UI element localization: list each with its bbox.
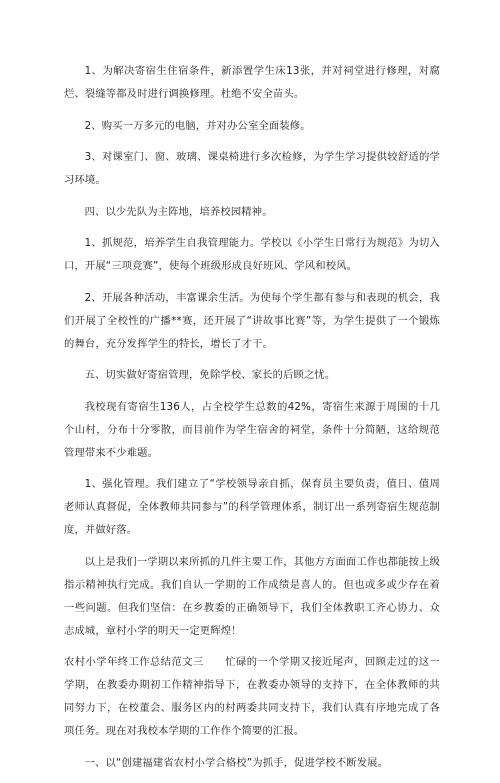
paragraph-boarders: 我校现有寄宿生136人，占全校学生总数的42%，寄宿生来源于周围的十几个山村，分布十分零散，而目前作为学生宿舍的祠堂，条件十分简陋，这给规范管理带来不少难题。: [64, 400, 440, 459]
paragraph-repair-dorm: 1、为解决寄宿生住宿条件，新添置学生床13张，并对祠堂进行修理，对腐烂、裂缝等都及时进行调换修理。杜绝不安全苗头。: [64, 65, 440, 100]
section-heading-four: 四、以少先队为主阵地，培养校园精神。: [84, 205, 273, 218]
section-heading-five: 五、切实做好寄宿管理，免除学校、家长的后顾之忧。: [84, 369, 336, 381]
section-heading-one: 一、以“创建福建省农村小学合格校”为抓手，促进学校不断发展。: [84, 756, 389, 769]
paragraph-activities: 2、开展各种活动，丰富课余生活。为使每个学生都有参与和表现的机会，我们开展了全校性的广播**赛，还开展了“讲故事比赛”等，为学生提供了一个锻炼的舞台，充分发挥学生的特长，增长了才干。: [64, 291, 440, 350]
paragraph-summary: 以上是我们一学期以来所抓的几件主要工作，其他方方面面工作也都能按上级指示精神执行完成。我们自认一学期的工作成绩是喜人的。但也或多或少存在着一些问题。但我们坚信：在乡教委的正确领导下，我们全体教职工齐心协力、众志成城，章村小学的明天一定更辉煌！: [64, 555, 440, 637]
paragraph-classroom-repair: 3、对课室门、窗、玻璃、课桌椅进行多次检修，为学生学习提供较舒适的学习环境。: [64, 151, 440, 186]
paragraph-sample-three: 农村小学年终工作总结范文三 忙碌的一个学期又接近尾声，回顾走过的这一学期，在教委办期初工作精神指导下，在教委办领导的支持下，在全体教师的共同努力下，在校董会、服务区内的村两委共同支持下，我们认真有序地完成了各项任务。现在对我校本学期的工作作个简要的汇报。: [64, 656, 440, 737]
paragraph-management: 1、强化管理。我们建立了“学校领导亲自抓，保育员主要负责，值日、值周老师认真督促，全体教师共同参与”的科学管理体系，制订出一系列寄宿生规范制度，并做好落。: [64, 478, 440, 536]
paragraph-computers: 2、购买一万多元的电脑，并对办公室全面装修。: [84, 119, 311, 132]
paragraph-norms: 1、抓规范，培养学生自我管理能力。学校以《小学生日常行为规范》为切入口，开展“三项竞赛”，使每个班级形成良好班风、学风和校风。: [64, 237, 440, 272]
document-body: [64, 60, 440, 783]
